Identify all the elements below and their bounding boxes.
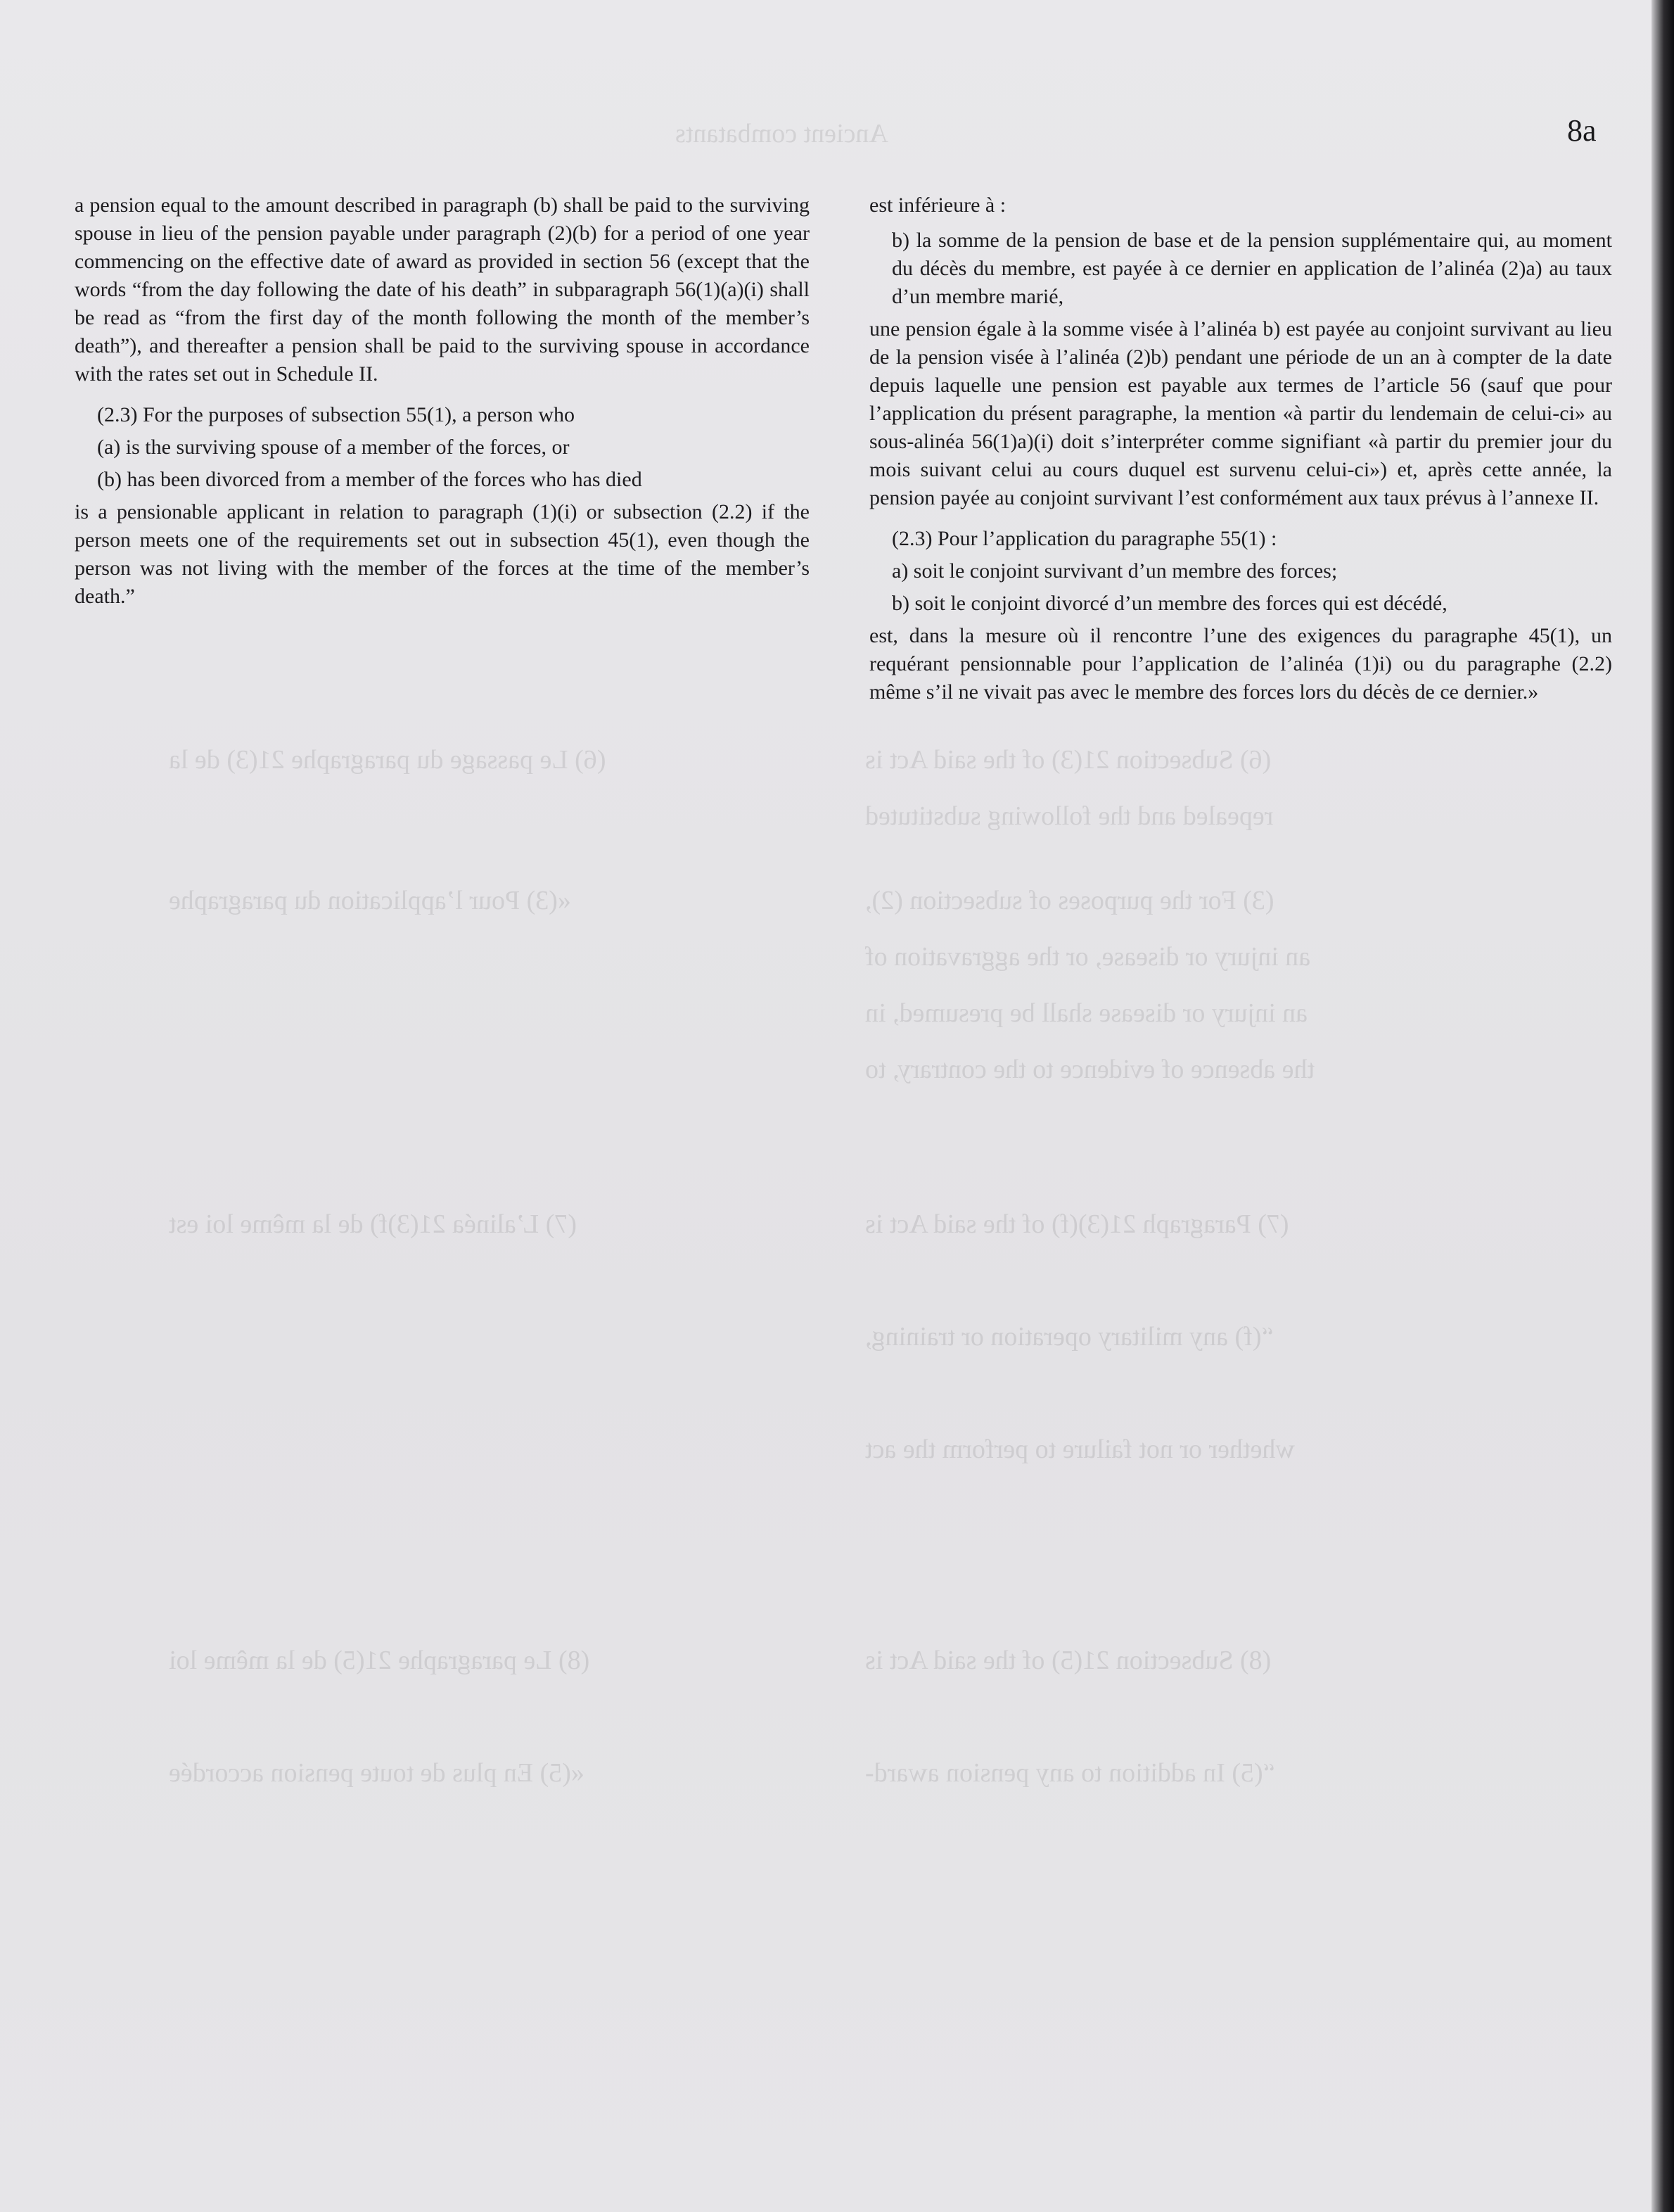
bleed-through-text: (6) Le passage du paragraphe 21(3) de la [169,745,606,775]
bleed-through-text: «(3) Pour l’application du paragraphe [169,886,571,915]
item-b: (b) has been divorced from a member of the forces who has died [97,468,642,491]
item-a: a) soit le conjoint survivant d’un membre des forces; [892,559,1338,583]
subsection-2-3-intro: (2.3) For the purposes of subsection 55(1), a person who [97,403,575,426]
scanner-edge [1651,0,1674,2212]
item-a: (a) is the surviving spouse of a member of the forces, or [97,436,570,459]
pension-paragraph: une pension égale à la somme visée à l’alinéa b) est payée au conjoint survivant au lieu de la pension visée à l’alinéa (2)b) pendant une période de un an à compter de la date depuis laquelle une pension est payable aux termes de l’article 56 (sauf que pour l’application du présent paragraphe, la mention «à partir du lendemain de celui-ci» au sous-alinéa 56(1)a)(i) doit s’interpréter comme signifiant «à partir du premier jour du mois suivant celui au cours duquel est survenu celui-ci») et, après cette année, la pension payée au conjoint survivant l’est conformément aux taux prévus à l’annexe II. [869,317,1612,509]
english-column [75,191,810,611]
bleed-through-text: (7) Paragraph 21(3)(f) of the said Act is [865,1209,1289,1239]
bleed-through-text: whether or not failure to perform the act [865,1435,1295,1464]
french-column [869,191,1612,706]
bleed-through-text: (7) L’alinéa 21(3)f) de la même loi est [169,1209,577,1239]
item-b: b) la somme de la pension de base et de la pension supplémentaire qui, au moment du décès du membre, est payée à ce dernier en application de l’alinéa (2)a) au taux d’un membre marié, [892,229,1612,308]
bleed-through-text: an injury or disease, or the aggravation of [865,942,1311,972]
bleed-through-text: (8) Subsection 21(5) of the said Act is [865,1646,1272,1675]
bleed-through-text: (3) For the purposes of subsection (2), [865,886,1274,915]
bleed-through-text: an injury or disease shall be presumed, in [865,998,1308,1028]
pension-paragraph: a pension equal to the amount described in paragraph (b) shall be paid to the surviving spouse in lieu of the pension payable under paragraph (2)(b) for a period of one year commencing on the effective date of award as provided in section 56 (except that the words “from the day following the date of his death” in subparagraph 56(1)(a)(i) shall be read as “from the first day of the month following the month of the member’s death”), and thereafter a pension shall be paid to the surviving spouse in accordance with the rates set out in Schedule II. [75,193,810,386]
bleed-through-text: the absence of evidence to the contrary, to [865,1055,1315,1084]
closing-paragraph: is a pensionable applicant in relation to paragraph (1)(i) or subsection (2.2) if the person meets one of the requirements set out in subsection 45(1), even though the person was not living with the member of the forces at the time of the member’s death.” [75,500,810,608]
bleed-through-header: Ancient combatants [675,119,888,148]
bleed-through-text: “(5) In addition to any pension award- [865,1758,1275,1788]
bleed-through-text: repealed and the following substituted [865,801,1274,831]
bleed-through-text: (8) Le paragraphe 21(5) de la même loi [169,1646,590,1675]
bleed-through-text: «(5) En plus de toute pension accordée [169,1758,584,1788]
page-number: 8a [1567,113,1597,148]
bleed-through-text: (6) Subsection 21(3) of the said Act is [865,745,1272,775]
intro-line: est inférieure à : [869,193,1007,217]
bleed-through-text: “(f) any military operation or training, [865,1322,1274,1352]
item-b-divorced: b) soit le conjoint divorcé d’un membre des forces qui est décédé, [892,592,1448,615]
subsection-2-3-intro: (2.3) Pour l’application du paragraphe 55(1) : [892,527,1277,550]
closing-paragraph: est, dans la mesure où il rencontre l’une des exigences du paragraphe 45(1), un requérant pensionnable pour l’application de l’alinéa (1)i) ou du paragraphe (2.2) même s’il ne vivait pas avec le membre des forces lors du décès de ce dernier.» [869,624,1612,704]
